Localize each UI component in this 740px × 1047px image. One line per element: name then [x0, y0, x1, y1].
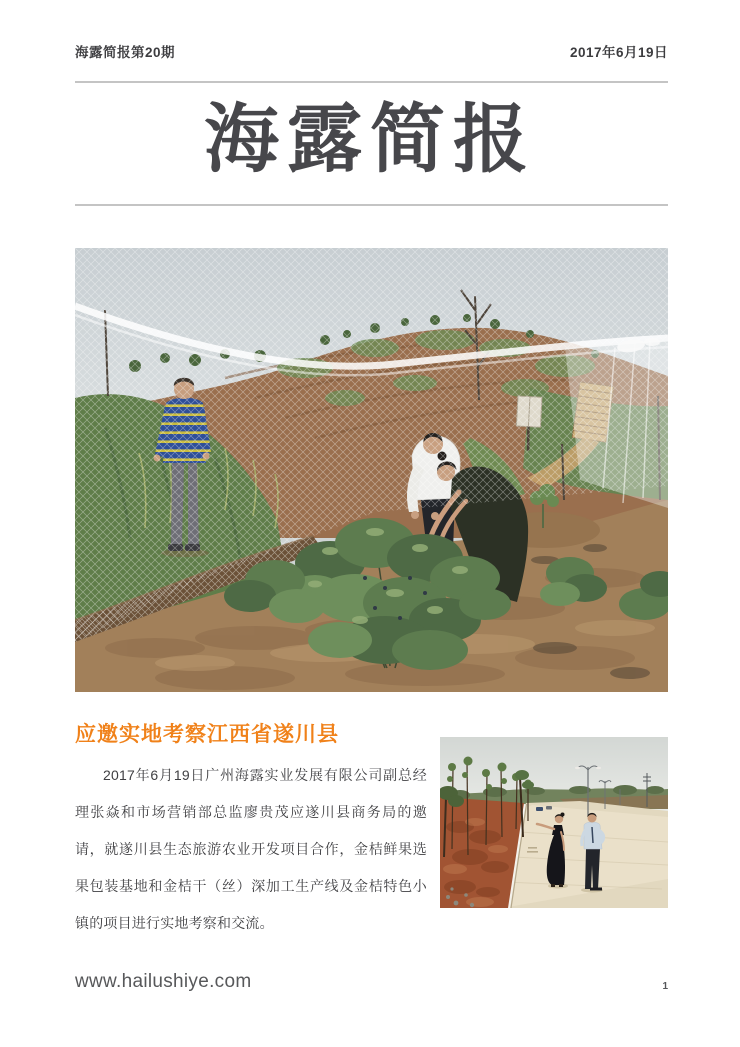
header-date: 2017年6月19日 [569, 45, 668, 60]
main-photo [75, 248, 668, 692]
masthead-title: 海露简报 [203, 97, 536, 181]
article-heading: 应邀实地考察江西省遂川县 [75, 723, 339, 746]
small-photo [440, 737, 668, 908]
header-rule [75, 81, 668, 83]
footer-website: www.hailushiye.com [75, 971, 252, 992]
road-inspection-illustration [440, 737, 668, 908]
field-inspection-illustration [75, 248, 668, 692]
footer-page-number: 1 [662, 981, 668, 992]
masthead-rule [75, 204, 668, 206]
article-paragraph: 2017年6月19日广州海露实业发展有限公司副总经理张焱和市场营销部总监廖贵茂应遂川县商务局的邀请，就遂川县生态旅游农业开发项目合作，金桔鲜果选果包装基地和金桔干（丝）深加工生产线及金桔特色小镇的项目进行实地考察和交流。 [75, 767, 427, 931]
header-issue: 海露简报第20期 [75, 45, 176, 60]
